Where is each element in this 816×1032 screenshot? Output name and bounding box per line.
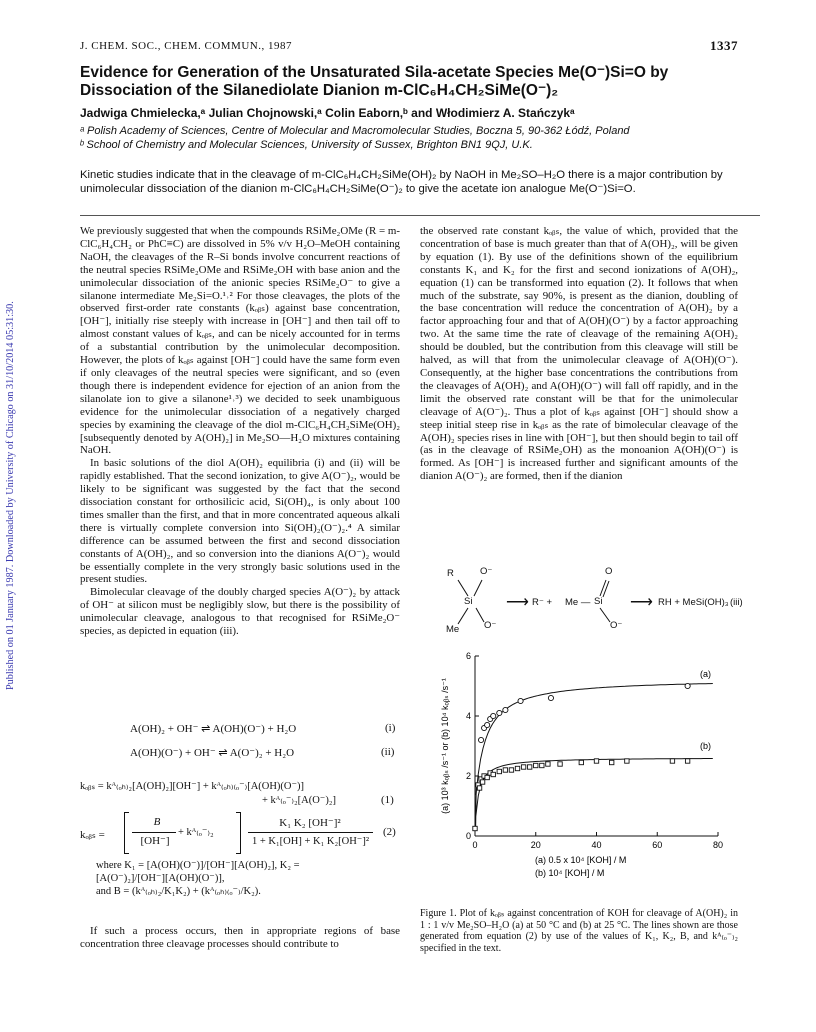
title-line-2: Dissociation of the Silanediolate Dianion m-ClC₆H₄CH₂SiMe(O⁻)₂ xyxy=(80,82,559,99)
scheme-o-double: O xyxy=(605,566,613,577)
x-tick-label: 60 xyxy=(652,840,663,850)
series-b-point xyxy=(497,769,501,773)
left-column xyxy=(80,225,400,638)
scheme-arrow-2: ⟶ xyxy=(630,594,653,611)
equation-ii: A(OH)(O⁻) + OH⁻ ⇌ A(O⁻)₂ + H₂O xyxy=(130,747,295,759)
series-b-point xyxy=(558,762,562,766)
series-a-line xyxy=(476,684,713,796)
scheme-r: R xyxy=(447,568,454,579)
series-b-point xyxy=(625,759,629,763)
series-b-point xyxy=(609,760,613,764)
series-b-point xyxy=(473,826,477,830)
equation-i: A(OH)₂ + OH⁻ ⇌ A(OH)(O⁻) + H₂O xyxy=(130,723,297,735)
x-axis-label-b: (b) 10⁴ [KOH] / M xyxy=(535,868,605,878)
series-b-point xyxy=(527,765,531,769)
series-b-point xyxy=(685,759,689,763)
equation-2-label: (2) xyxy=(383,826,396,838)
x-tick-label: 80 xyxy=(712,840,724,850)
y-tick-label: 2 xyxy=(465,771,471,781)
equation-i-label: (i) xyxy=(385,722,396,734)
equation-2-b-den: [OH⁻] xyxy=(140,835,170,847)
series-b-label: (b) xyxy=(700,741,711,751)
equation-2-den: 1 + K₁[OH] + K₁ K₂[OH⁻]² xyxy=(252,836,369,847)
scheme-label: (iii) xyxy=(730,597,743,608)
x-tick-label: 20 xyxy=(530,840,541,850)
scheme-me: Me xyxy=(446,624,460,635)
series-a-point xyxy=(518,698,523,703)
article-title xyxy=(80,64,760,100)
paragraph-1: We previously suggested that when the compounds RSiMe₂OMe (R = m-ClC₆H₄CH₂ or PhC≡C) are dissolved in 5% v/v H₂O–MeOH containing NaOH, the cleavages of the R–Si bonds involve concurrent reactions of the neutral species RSiMe₂OMe and RSiMe₂OH with base anion and the unimolecular dissociation of the anionic species RSiMe₂O⁻ to give a silanone intermediate Me₂Si=O.¹˒² For those cleavages, the plots of the observed first-order rate constants (kₒᵦₛ) against base concentration, [OH⁻], initially rise steeply with increase in [OH⁻] and then tail off to almost constant values of kₒᵦₛ, and can be nicely accounted for in terms of a substantial contribution by the unimolecular decomposition. However, the plots of kₒᵦₛ against [OH⁻] could have the same form even if only cleavages of the neutral species were significant, and so (even though there is independent evidence for ejection of an anion from the silanolate ion to give a silanone¹˒³) we decided to seek unambiguous evidence for the unimolecular dissociation of a negatively charged species by examining the cleavage of the diol m-ClC₆H₄CH₂SiMe(OH)₂ [subsequently denoted by A(OH)₂] in Me₂SO—H₂O mixtures containing NaOH. xyxy=(80,225,401,457)
equation-2-num: K₁ K₂ [OH⁻]² xyxy=(279,817,341,829)
figure-caption: Figure 1. Plot of kₒᵦₛ against concentration of KOH for cleavage of A(OH)₂ in 1 : 1 v/v Me₂SO–H₂O (a) at 50 °C and (b) at 25 °C. The lines shown are those generated from equation (2) by use of the values of K₁, K₂, B, and kᴬ₍ₒ⁻₎₂ specified in the text. xyxy=(420,908,738,954)
page-number: 1337 xyxy=(710,38,738,53)
series-a-point xyxy=(685,683,690,688)
series-a-point xyxy=(478,737,483,742)
scheme-arrow-1: ⟶ xyxy=(506,594,529,611)
affiliation-b: ᵇ School of Chemistry and Molecular Sciences, University of Sussex, Brighton BN1 9QJ, U.K. xyxy=(80,139,533,151)
equation-1-label: (1) xyxy=(381,794,394,806)
series-b-point xyxy=(515,766,519,770)
where-line-3: and B = (kᴬ₍ₒₕ₎₂/K₁K₂) + (kᴬ₍ₒₕ₎₍ₒ⁻₎/K₂). xyxy=(96,886,261,897)
series-a-point xyxy=(497,710,502,715)
series-a-point xyxy=(503,707,508,712)
y-axis-label: (a) 10³ kₒᵦₛ /s⁻¹ or (b) 10⁴ kₒᵦₛ /s⁻¹ xyxy=(440,678,450,814)
series-a-point xyxy=(491,713,496,718)
fraction-bar-2 xyxy=(248,832,373,833)
series-a-point xyxy=(485,722,490,727)
series-b-point xyxy=(521,765,525,769)
right-paragraph: the observed rate constant kₒᵦₛ, the value of which, provided that the concentration of base is much greater than that of A(OH)₂, will be given by equation (1). By use of the definitions shown of the equilibrium constants K₁ and K₂ for the first and second ionizations of A(OH)₂, equation (1) can be transformed into equation (2). It follows that when much of the substrate, say 90%, is present as the dianion, doubling of the base concentration will reduce the concentration of A(OH)₂ by a factor approaching four and that of A(OH)(O⁻) by a factor approaching two. At the same time the rate of cleavage of the remaining A(OH)₂ should be doubled, but the contribution from this cleavage will still be halved, as will that from the unimolecular cleavage of A(OH)(O⁻). Consequently, at the higher base concentrations the contributions from the cleavages of A(OH)₂ and A(OH)(O⁻) will fall off rapidly, and in the limit the observed rate constant will be that for the unimolecular cleavage of A(O⁻)₂. Thus a plot of kₒᵦₛ against [OH⁻] should show a steep initial steep rise in kₒᵦₛ as the rate of bimolecular cleavage of the A(OH)₂ species rises in line with [OH⁻], but then should begin to tail off (as in the cleavage of RSiMe₂OH) as the monoanion A(OH)(O⁻) is formed. As [OH⁻] is increased further and significant amounts of the dianion A(O⁻)₂ are formed, then if the dianion xyxy=(420,225,738,483)
affiliation-a: ᵃ Polish Academy of Sciences, Centre of Molecular and Macromolecular Studies, Boczna 5, 90-362 Łódź, Poland xyxy=(80,125,630,137)
scheme-si-2: Si xyxy=(594,596,603,607)
y-tick-label: 6 xyxy=(465,651,471,661)
equation-2-lhs: kₒᵦₛ = xyxy=(80,829,105,841)
equation-2-b-num: B xyxy=(153,816,161,828)
bracket-left xyxy=(124,812,129,854)
y-tick-label: 0 xyxy=(465,831,471,841)
paragraph-3: Bimolecular cleavage of the doubly charged species A(O⁻)₂ by attack of OH⁻ at silicon must be negligibly slow, but there is the possibility of unimolecular cleavage, analogous to that recognised for RSiMe₂O⁻ species, as depicted in equation (iii). xyxy=(80,586,400,638)
equation-ii-label: (ii) xyxy=(381,746,395,758)
series-b-point xyxy=(509,768,513,772)
where-line-1: where K₁ = [A(OH)(O⁻)]/[OH⁻][A(OH)₂], K₂ = xyxy=(96,860,300,871)
series-b-point xyxy=(540,763,544,767)
series-b-point xyxy=(477,786,481,790)
equation-1-line-2: + kᴬ₍ₒ⁻₎₂[A(O⁻)₂] xyxy=(262,795,336,806)
series-a-label: (a) xyxy=(700,669,711,679)
abstract-divider xyxy=(80,215,760,216)
scheme-o-minus-2: O⁻ xyxy=(610,620,623,631)
download-sidebar xyxy=(4,210,28,690)
left-last-paragraph xyxy=(80,925,400,951)
equation-1-line-1: kₒᵦₛ = kᴬ₍ₒₕ₎₂[A(OH)₂][OH⁻] + kᴬ₍ₒₕ₎₍ₒ⁻₎[A(OH)(O⁻)] xyxy=(80,781,305,792)
series-b-point xyxy=(485,775,489,779)
series-b-point xyxy=(503,768,507,772)
series-b-point xyxy=(491,772,495,776)
reaction-scheme xyxy=(420,556,750,636)
scheme-r-minus: R⁻ + xyxy=(532,597,553,608)
x-tick-label: 0 xyxy=(472,840,478,850)
scheme-products: RH + MeSi(OH)₃ xyxy=(658,597,729,608)
series-b-point xyxy=(579,760,583,764)
where-line-2: [A(O⁻)₂]/[OH⁻][A(OH)(O⁻)], xyxy=(96,873,225,884)
affiliations xyxy=(80,124,760,152)
title-line-1: Evidence for Generation of the Unsaturated Sila-acetate Species Me(O⁻)Si=O by xyxy=(80,64,669,81)
scheme-me-2: Me — xyxy=(565,597,591,608)
paragraph-4: If such a process occurs, then in appropriate regions of base concentration three cleavage processes should contribute to xyxy=(80,925,400,950)
paragraph-2: In basic solutions of the diol A(OH)₂ equilibria (i) and (ii) will be rapidly established. That the second ionization, to give A(O⁻)₂, would be likely to be significant was suggested by the fact that the second dissociation constant for orthosilicic acid, Si(OH)₄, is only about 100 times smaller than the first, and that in more concentrated aqueous alkali there is virtually complete conversion into Si(OH)₂(O⁻)₂.⁴ A similar difference can be assumed between the first and second dissociation constants of A(OH)₂, and so conversion into the dianions A(O⁻)₂ would be essentially complete in the very strongly basic solutions used in the present studies. xyxy=(80,457,400,586)
y-tick-label: 4 xyxy=(465,711,471,721)
series-b-line xyxy=(476,759,713,816)
scheme-o-bottom: O⁻ xyxy=(484,620,497,631)
series-b-point xyxy=(670,759,674,763)
series-b-rise xyxy=(476,788,477,830)
right-column xyxy=(420,225,738,483)
series-b-point xyxy=(534,763,538,767)
x-axis-label-a: (a) 0.5 x 10⁴ [KOH] / M xyxy=(535,855,627,865)
fraction-bar-1 xyxy=(132,832,176,833)
series-b-point xyxy=(594,759,598,763)
running-header: J. CHEM. SOC., CHEM. COMMUN., 1987 xyxy=(80,40,292,52)
bracket-right xyxy=(236,812,241,854)
abstract: Kinetic studies indicate that in the cleavage of m-ClC₆H₄CH₂SiMe(OH)₂ by NaOH in Me₂SO–H₂O there is a major contribution by unimolecular dissociation of the dianion m-ClC₆H₄CH₂SiMe(O⁻)₂ to give the acetate ion analogue Me(O⁻)Si=O. xyxy=(80,169,723,195)
x-tick-label: 40 xyxy=(591,840,602,850)
authors: Jadwiga Chmielecka,ᵃ Julian Chojnowski,ᵃ Colin Eaborn,ᵇ and Włodimierz A. Stańczykᵃ xyxy=(80,106,575,120)
scheme-si: Si xyxy=(464,596,473,607)
series-b-point xyxy=(480,780,484,784)
download-notice: Published on 01 January 1987. Downloaded by University of Chicago on 31/10/2014 05:31:30. xyxy=(5,301,16,690)
series-b-point xyxy=(546,762,550,766)
equation-2-plus: + kᴬ₍ₒ⁻₎₂ xyxy=(178,827,214,838)
kobs-plot xyxy=(420,644,750,904)
scheme-o-top: O⁻ xyxy=(480,566,493,577)
series-a-point xyxy=(548,695,553,700)
